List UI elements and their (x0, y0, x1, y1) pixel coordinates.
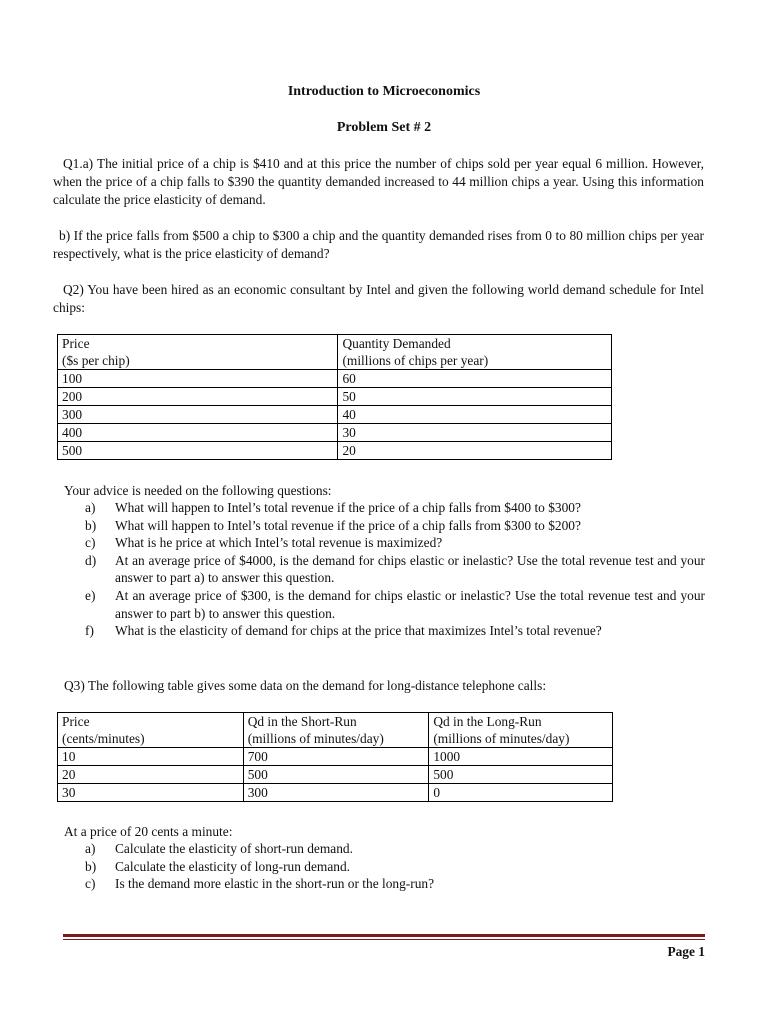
table-cell: 200 (58, 388, 338, 406)
question-2: Q2) You have been hired as an economic consultant by Intel and given the following world demand schedule for Intel chips: (53, 282, 704, 315)
question-3-intro: At a price of 20 cents a minute: (64, 824, 233, 839)
table-cell: 20 (58, 766, 244, 784)
table-row (58, 784, 613, 802)
document-title: Introduction to Microeconomics (287, 84, 481, 99)
list-item (85, 858, 705, 876)
header-line: (cents/minutes) (62, 731, 145, 746)
item-marker: a) (85, 841, 96, 856)
table-cell: 40 (338, 406, 612, 424)
question-3-list (85, 840, 705, 893)
table-cell: 10 (58, 748, 244, 766)
list-item (85, 499, 705, 517)
header-line: (millions of minutes/day) (433, 731, 570, 746)
table-row (58, 370, 612, 388)
list-item (85, 552, 705, 587)
item-text: What is the elasticity of demand for chips at the price that maximizes Intel’s total revenue? (115, 623, 602, 639)
table-row (58, 424, 612, 442)
table-header-row (58, 335, 612, 370)
item-marker: d) (85, 552, 97, 568)
question-1b: b) If the price falls from $500 a chip to $300 a chip and the quantity demanded rises from 0 to 80 million chips per year respectively, what is the price elasticity of demand? (53, 228, 704, 261)
item-text: What will happen to Intel’s total revenue if the price of a chip falls from $300 to $200? (115, 517, 581, 533)
table-cell: 60 (338, 370, 612, 388)
table-cell: 30 (338, 424, 612, 442)
table-cell: 500 (243, 766, 429, 784)
item-text: Calculate the elasticity of short-run demand. (115, 841, 353, 856)
table-cell: 30 (58, 784, 244, 802)
table-cell: 400 (58, 424, 338, 442)
problem-set-heading: Problem Set # 2 (336, 120, 432, 135)
table-cell: 0 (429, 784, 613, 802)
question-1a: Q1.a) The initial price of a chip is $410 and at this price the number of chips sold per year equal 6 million. However, when the price of a chip falls to $390 the quantity demanded increased to 44 million chips a year. Using this information calculate the price elasticity of demand. (53, 156, 704, 207)
header-line: Price (62, 336, 90, 351)
item-marker: c) (85, 876, 96, 892)
table-cell: 500 (58, 442, 338, 460)
list-item (85, 840, 705, 858)
item-marker: b) (85, 858, 97, 874)
header-line: Qd in the Short-Run (247, 714, 357, 729)
item-text: At an average price of $300, is the demand for chips elastic or inelastic? Use the total revenue test and your answer to part b) to answer this question. (115, 587, 705, 621)
table-cell: 50 (338, 388, 612, 406)
header-line: ($s per chip) (62, 353, 130, 368)
question-3: Q3) The following table gives some data on the demand for long-distance telephone calls: (64, 678, 547, 693)
item-marker: b) (85, 517, 97, 533)
item-text: Is the demand more elastic in the short-run or the long-run? (115, 876, 435, 892)
list-item (85, 875, 705, 893)
list-item (85, 517, 705, 535)
table-cell: 20 (338, 442, 612, 460)
header-line: Qd in the Long-Run (433, 714, 542, 729)
table-cell: 1000 (429, 748, 613, 766)
table-header-cell (58, 713, 244, 748)
item-text: At an average price of $4000, is the demand for chips elastic or inelastic? Use the total revenue test and your answer to part a) to answer this question. (115, 552, 705, 586)
table-cell: 700 (243, 748, 429, 766)
table-cell: 500 (429, 766, 613, 784)
table-cell: 300 (58, 406, 338, 424)
item-text: What will happen to Intel’s total revenue if the price of a chip falls from $400 to $300? (115, 500, 581, 515)
footer-rule-thin (63, 939, 705, 940)
header-line: (millions of minutes/day) (247, 731, 384, 746)
table-row (58, 442, 612, 460)
header-line: (millions of chips per year) (342, 353, 489, 368)
demand-schedule-table (57, 334, 612, 460)
list-item (85, 534, 705, 552)
list-item (85, 587, 705, 622)
page-number: Page 1 (667, 944, 705, 959)
table-header-cell (338, 335, 612, 370)
table-row (58, 766, 613, 784)
table-cell: 100 (58, 370, 338, 388)
table-row (58, 388, 612, 406)
table-row (58, 748, 613, 766)
header-line: Quantity Demanded (342, 336, 451, 351)
header-line: Price (62, 714, 90, 729)
item-text: What is he price at which Intel’s total revenue is maximized? (115, 535, 443, 551)
item-marker: c) (85, 535, 96, 551)
item-marker: a) (85, 500, 96, 515)
table-header-cell (58, 335, 338, 370)
item-marker: f) (85, 623, 94, 639)
table-row (58, 406, 612, 424)
footer-rule-thick (63, 934, 705, 937)
list-item (85, 622, 705, 640)
table-cell: 300 (243, 784, 429, 802)
table-header-cell (243, 713, 429, 748)
table-header-row (58, 713, 613, 748)
item-marker: e) (85, 587, 96, 603)
item-text: Calculate the elasticity of long-run demand. (115, 858, 351, 874)
telephone-demand-table (57, 712, 613, 802)
question-2-list (85, 499, 705, 640)
question-2-intro: Your advice is needed on the following questions: (64, 483, 332, 498)
table-header-cell (429, 713, 613, 748)
